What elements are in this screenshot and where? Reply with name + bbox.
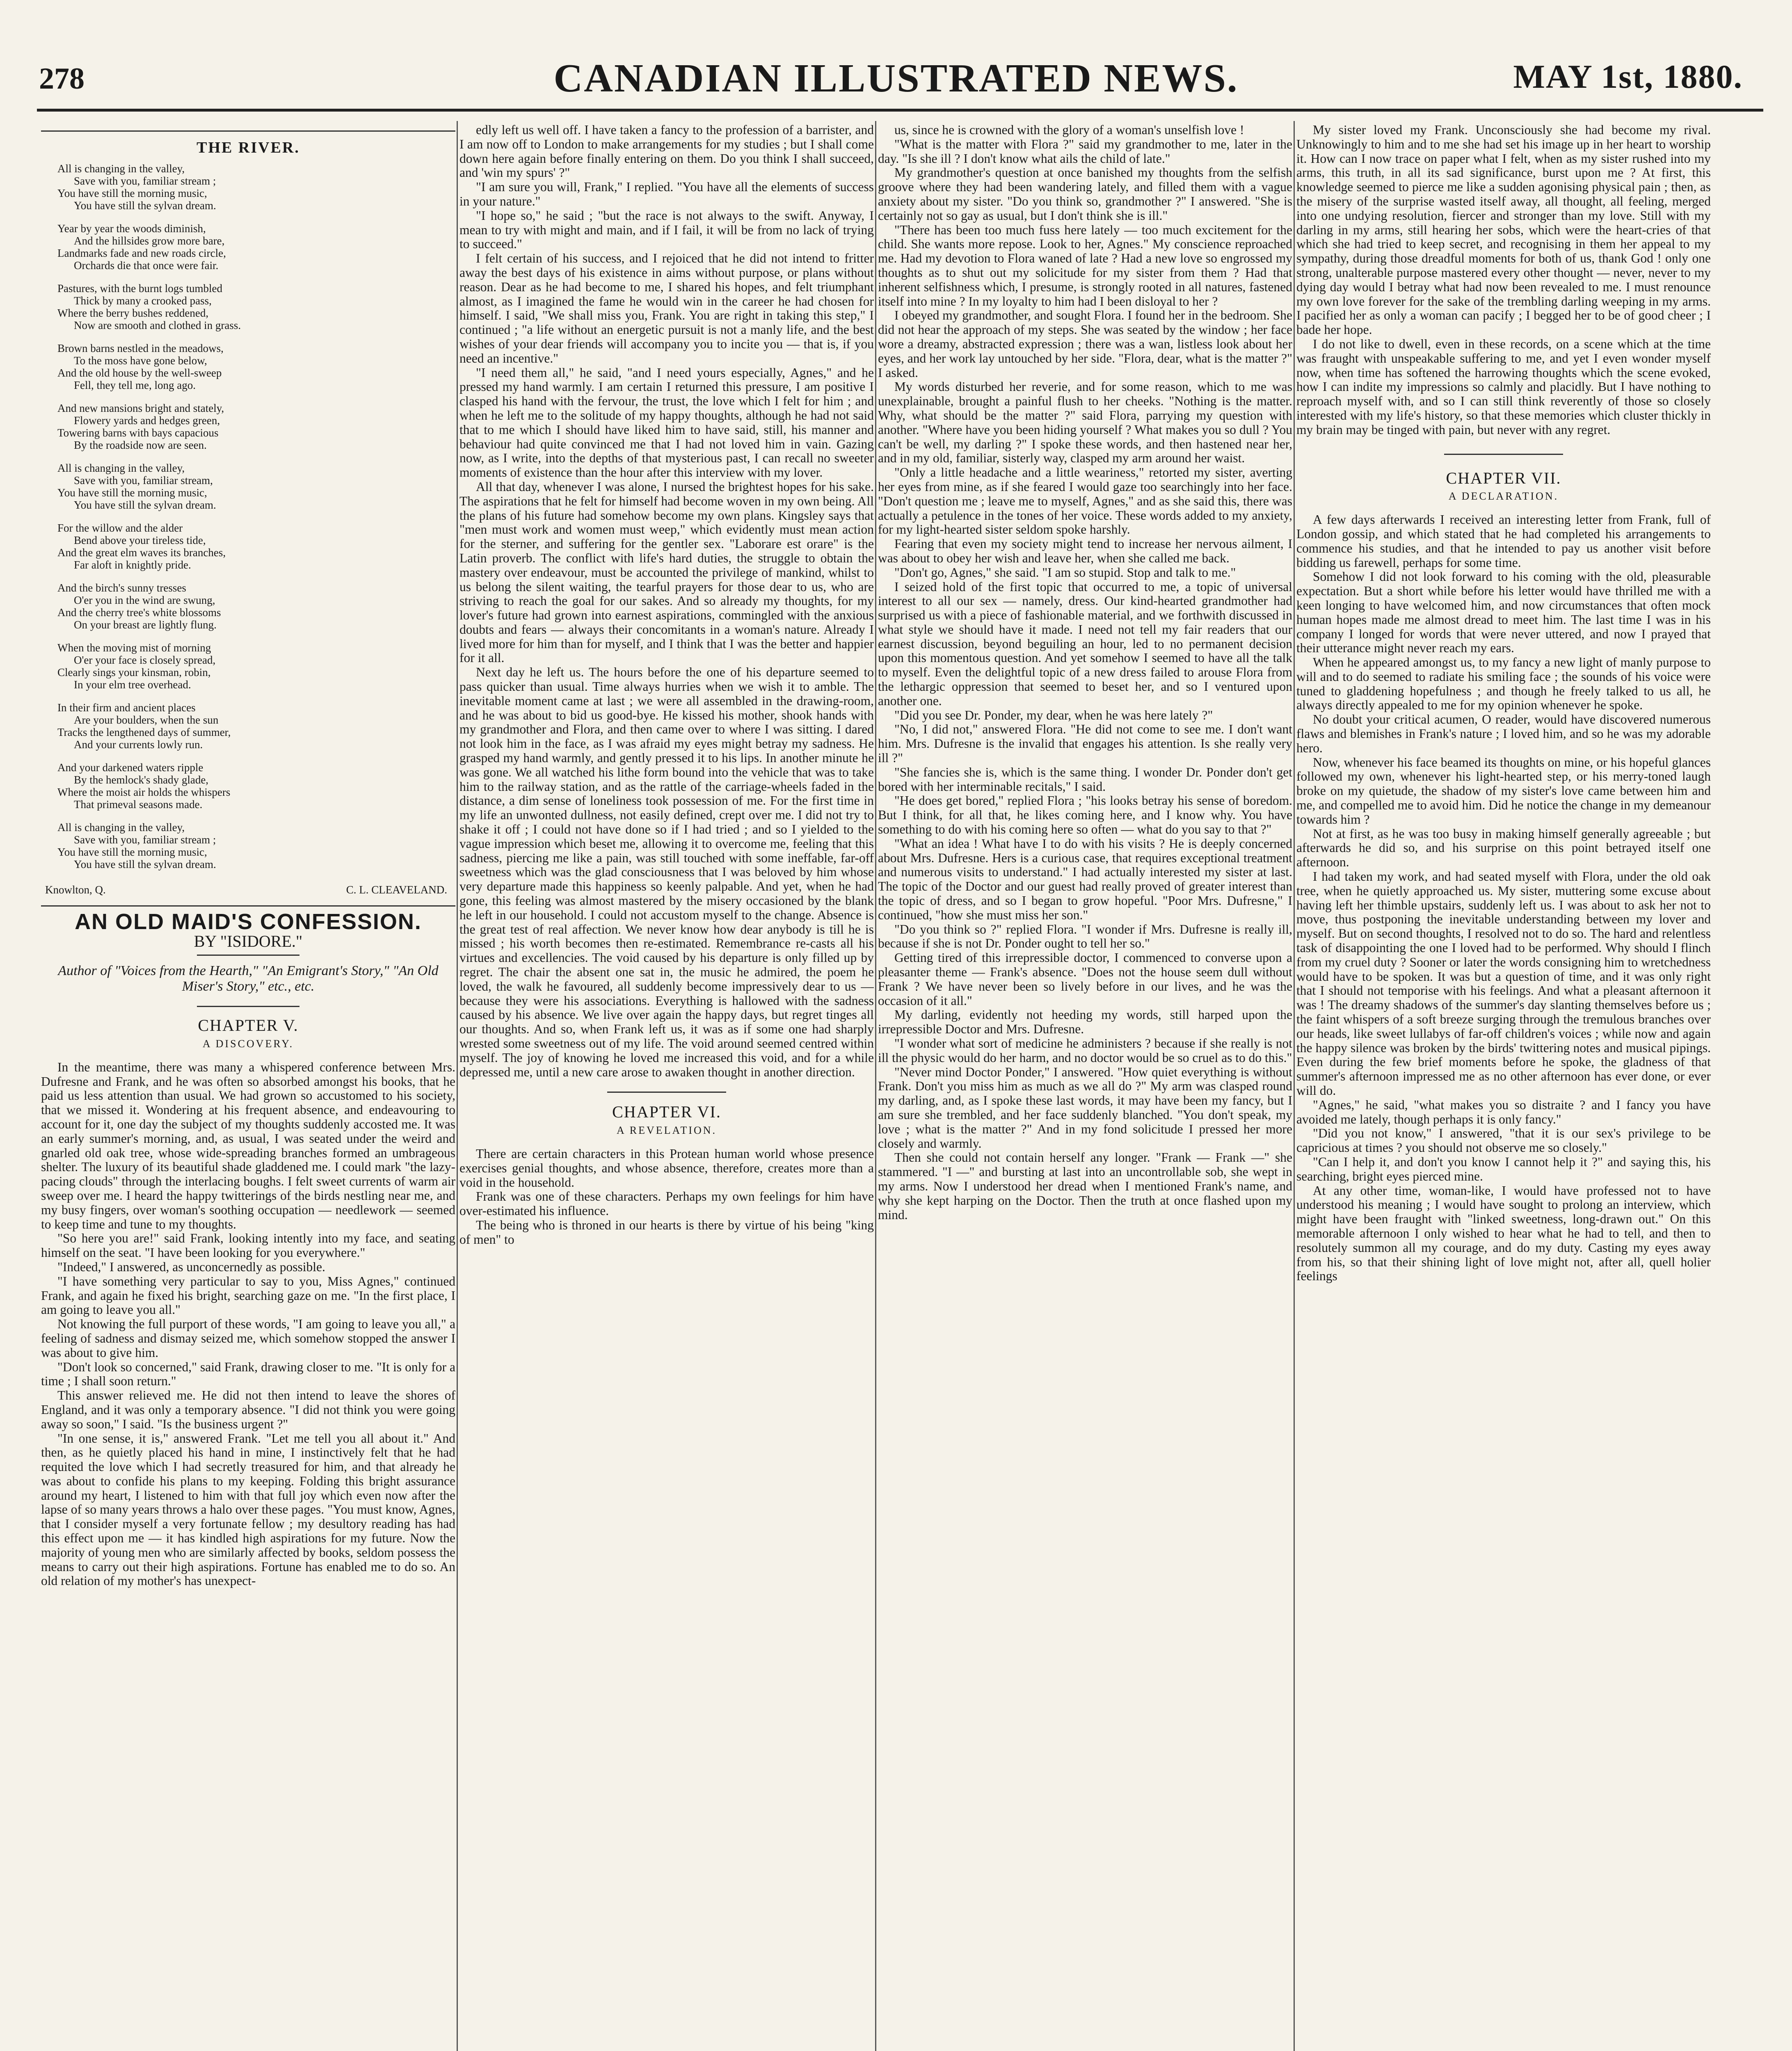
publication-title: CANADIAN ILLUSTRATED NEWS.: [553, 56, 1239, 100]
chapter-6-text-end: [1296, 123, 1711, 437]
issue-date: MAY 1st, 1880.: [1513, 58, 1743, 95]
poem-line: Save with you, familiar stream,: [74, 474, 213, 486]
paragraph: No doubt your critical acumen, O reader, would have discovered numerous flaws and blemishes in Frank's nature ; I loved him, and so he was my adorable hero.: [1296, 712, 1711, 755]
chapter-heading: CHAPTER VII.: [1446, 468, 1561, 487]
poem-line: Flowery yards and hedges green,: [74, 414, 220, 427]
poem-line: On your breast are lightly flung.: [74, 618, 217, 631]
poem-line: O'er you in the wind are swung,: [74, 594, 215, 606]
paragraph: Next day he left us. The hours before the one of his departure seemed to pass quicker than usual. Time always hurries when we wish it to amble. The inevitable moment came at last ; we were all assembled in the drawing-room, and he was about to bid us good-bye. He kissed his mother, shook hands with my grandmother and Flora, and then came over to where I was sitting. I dared not look him in the face, as I was afraid my eyes might betray my sadness. He grasped my hand warmly, and gently pressed it to his lips. In another minute he was gone. We all watched his lithe form bound into the vehicle that was to take him to the railway station, and as the rattle of the carriage-wheels faded in the distance, a dim sense of loneliness took possession of me. For the first time in my life an unwonted dullness, not easily defined, crept over me. I did not try to shake it off ; I could not have done so if I had tried ; and so I yielded to the vague impression which beset me, allowing it to overcome me, feeling that this sadness, piercing me like a pain, was still touched with some ineffable, far-off sweetness which was the glad consciousness that I was beloved by him whose very departure made this happiness so keenly palpable. And yet, when he had gone, this feeling was almost mastered by the misery occasioned by the blank he left in our household. I could not accustom myself to the change. Absence is the great test of real affection. We never know how dear anybody is till he is missed ; his worth becomes then re-estimated. Remembrance re-casts all his virtues and excellencies. The void caused by his departure is only filled up by regret. The chair the absent one sat in, the music he admired, the poem he loved, the walk he favoured, all suddenly become impressively dear to us — because they were his associations. Everything is hallowed with the sadness caused by his absence. We live over again the happy days, but regret tinges all our thoughts. And so, when Frank left us, it was as if some one had sharply wrested some sweetness out of my life. The void around seemed centred within myself. The joy of knowing he loved me increased this void, and for a while depressed me, until a new care arose to awaken thought in another direction.: [459, 665, 874, 1079]
poem-line: You have still the sylvan dream.: [74, 858, 216, 870]
poem-line: Year by year the woods diminish,: [57, 222, 206, 235]
paragraph: "In one sense, it is," answered Frank. "Let me tell you all about it." And then, as he quietly placed his hand in mine, I instinctively felt that he had requited the love which I had secretly treasured for him, and that already he was about to confide his plans to my keeping. Folding this bright assurance around my heart, I listened to him with that full joy which even now after the lapse of so many years throws a halo over these pages. "You must know, Agnes, that I consider myself a very fortunate fellow ; my desultory reading has had this effect upon me — it has kindled high aspirations for my future. Now the majority of young men who are similarly affected by books, seldom possess the means to carry out their high aspirations. Fortune has enabled me to do so. An old relation of my mother's has unexpect-: [41, 1431, 455, 1588]
poem-line: And the cherry tree's white blossoms: [57, 606, 221, 619]
poem-line: Towering barns with bays capacious: [57, 426, 219, 439]
poem-line: By the roadside now are seen.: [74, 439, 207, 451]
paragraph: My words disturbed her reverie, and for some reason, which to me was unexplainable, brought a painful flush to her cheeks. "Nothing is the matter. Why, what should be the matter ?" said Flora, parrying my question with another. "Where have you been hiding yourself ? What makes you so dull ? You can't be well, my darling ?" I spoke these words, and then hastened near her, and in my old, familiar, sisterly way, clasped my arm around her waist.: [878, 379, 1292, 466]
paragraph: A few days afterwards I received an interesting letter from Frank, full of London gossip, and which stated that he had completed his arrangements to commence his studies, and that he intended to pay us another visit before bidding us farewell, perhaps for some time.: [1296, 512, 1711, 570]
paragraph: I obeyed my grandmother, and sought Flora. I found her in the bedroom. She did not hear the approach of my steps. She was seated by the window ; her face wore a dreamy, abstracted expression ; there was a wan, listless look about her eyes, and her work lay untouched by her side. "Flora, dear, what is the matter ?" I asked.: [878, 308, 1292, 380]
paragraph: "Don't go, Agnes," she said. "I am so stupid. Stop and talk to me.": [894, 565, 1236, 580]
chapter-heading: CHAPTER V.: [198, 1016, 299, 1035]
poem-stanza: [41, 282, 455, 331]
paragraph: "What is the matter with Flora ?" said my grandmother to me, later in the day. "Is she ill ? I don't know what ails the child of late.": [878, 137, 1292, 166]
poem-line: Thick by many a crooked pass,: [74, 294, 212, 307]
poem-line: In your elm tree overhead.: [74, 678, 191, 691]
paragraph: The being who is throned in our hearts is there by virtue of his being "king of men" to: [459, 1217, 874, 1247]
page-header: [0, 0, 1792, 123]
paragraph: "No, I did not," answered Flora. "He did not come to see me. I don't want him. Mrs. Dufresne is the invalid that engages his attention. Is she really very ill ?": [878, 722, 1292, 765]
column-2: [459, 123, 874, 2051]
paragraph: "I have something very particular to say to you, Miss Agnes," continued Frank, and again he fixed his bright, searching gaze on me. "In the first place, I am going to leave you all.": [41, 1274, 455, 1317]
poem-line: And the hillsides grow more bare,: [74, 234, 225, 247]
poem-stanza: [41, 402, 455, 451]
paragraph: "Only a little headache and a little weariness," retorted my sister, averting her eyes from mine, as if she feared I would gaze too searchingly into her face. "Don't question me ; leave me to myself, Agnes," and as she said this, there was actually a petulence in the tones of her voice. These words added to my anxiety, for my light-hearted sister seldom spoke harshly.: [878, 465, 1292, 537]
paragraph: "I hope so," he said ; "but the race is not always to the swift. Anyway, I mean to try with might and main, and if I fail, it will be from no lack of trying to succeed.": [459, 208, 874, 251]
paragraph: "What an idea ! What have I to do with his visits ? He is deeply concerned about Mrs. Dufresne. Hers is a curious case, that requires exceptional treatment and numerous visits to understand." I had actually interested my sister at last. The topic of the Doctor and our guest had really proved of greater interest than the topic of dress, and so I began to grow hopeful. "Poor Mrs. Dufresne," I continued, "how she must miss her son.": [878, 836, 1292, 922]
poem-stanza: [41, 462, 455, 511]
paragraph: Fearing that even my society might tend to increase her nervous ailment, I was about to obey her wish and leave her, when she called me back.: [878, 537, 1292, 565]
poem-line: O'er your face is closely spread,: [74, 653, 216, 666]
poem-line: All is changing in the valley,: [57, 821, 185, 834]
poem-line: All is changing in the valley,: [57, 461, 185, 474]
column-divider: [1294, 121, 1295, 2051]
paragraph: "I need them all," he said, "and I need yours especially, Agnes," and he pressed my hand warmly. I am certain I returned this pressure, I am positive I clasped his hand with the fervour, the trust, the love which I felt for him ; and when he left me to the solitude of my happy thoughts, although he had not said that to me which I should have liked him to have said, still, his manner and behaviour had quite convinced me that I had not loved him in vain. Gazing now, as I write, into the depths of that mysterious past, I can recall no sweeter moments of existence than the hour after this interview with my lover.: [459, 365, 874, 480]
chapter-subtitle: A DISCOVERY.: [202, 1037, 294, 1050]
chapter-5-text: [41, 1060, 455, 1588]
byline-rule: [197, 1006, 299, 1007]
column-divider: [875, 121, 876, 2051]
poem-line: Orchards die that once were fair.: [74, 259, 219, 272]
column-divider: [457, 121, 458, 2051]
paragraph: "Did you see Dr. Ponder, my dear, when he was here lately ?": [894, 708, 1213, 722]
paragraph: "Did you not know," I answered, "that it is our sex's privilege to be capricious at times ? you should not observe me so closely.": [1296, 1126, 1711, 1155]
paragraph: Not at first, as he was too busy in making himself generally agreeable ; but afterwards he did so, and his surprise on this point betrayed itself one afternoon.: [1296, 826, 1711, 870]
poem-line: You have still the morning music,: [57, 187, 207, 199]
poem-line: Landmarks fade and new roads circle,: [57, 247, 226, 259]
poem-line: You have still the morning music,: [57, 845, 207, 858]
story-byline: BY "ISIDORE.": [194, 932, 303, 951]
poem-title: THE RIVER.: [197, 139, 300, 156]
poem-line: And new mansions bright and stately,: [57, 402, 224, 414]
paragraph: "There has been too much fuss here lately — too much excitement for the child. She wants more repose. Look to her, Agnes." My conscience reproached me. Had my devotion to Flora waned of late ? Had a new love so engrossed my thoughts as to shut out my solicitude for my sister from them ? Had that inherent selfishness which, I presume, is strongly rooted in all natures, fastened itself into mine ? In my loyalty to him had I been disloyal to her ?: [878, 222, 1292, 308]
chapter-6-text-cont: [878, 123, 1292, 1222]
poem-stanza: [41, 342, 455, 391]
poem-line: You have still the sylvan dream.: [74, 199, 216, 212]
poem-line: Fell, they tell me, long ago.: [74, 379, 196, 391]
poem-line: Save with you, familiar stream ;: [74, 833, 216, 846]
chapter-6-text: [459, 1147, 874, 1247]
paragraph: There are certain characters in this Protean human world whose presence exercises genial thoughts, and whose absence, therefore, creates more than a void in the household.: [459, 1146, 874, 1190]
paragraph: "He does get bored," replied Flora ; "his looks betray his sense of boredom. But I think, for all that, he likes coming here, and I know why. You have something to do with his coming here so often — what do you say to that ?": [878, 793, 1292, 837]
poem-line: Where the moist air holds the whispers: [57, 786, 231, 798]
column-4: [1296, 123, 1711, 2051]
chapter-5-text-cont: [459, 123, 874, 1079]
poem-line: And your currents lowly run.: [74, 738, 203, 751]
poem-signature: [45, 883, 447, 897]
paragraph: Somehow I did not look forward to his coming with the old, pleasurable expectation. But a short while before his letter would have thrilled me with a keen longing to have welcomed him, and now circumstances that often mock human hopes made me almost dread to meet him. The last time I was in his company I longed for words that were never uttered, and now I prayed that their utterance might never reach my ears.: [1296, 569, 1711, 655]
poem-line: And the old house by the well-sweep: [57, 366, 222, 379]
paragraph: "Indeed," I answered, as unconcernedly as possible.: [57, 1259, 325, 1274]
poem-line: For the willow and the alder: [57, 521, 183, 534]
paragraph: I felt certain of his success, and I rejoiced that he did not intend to fritter away the best days of his existence in aims without purpose, or plans without reason. Dear as he had become to me, I shared his hopes, and felt triumphant almost, as I imagined the fame he would win in the career he had chosen for himself. I said, "We shall miss you, Frank. You are right in taking this step," I continued ; "a life without an energetic pursuit is not a manly life, and the best wishes of your dear friends will accompany you to incite you — that is, if you need an incentive.": [459, 251, 874, 365]
chapter-subtitle: A DECLARATION.: [1448, 490, 1559, 502]
section-rule: [41, 130, 455, 132]
paragraph: I seized hold of the first topic that occurred to me, a topic of universal interest to all our sex — namely, dress. Our kind-hearted grandmother had surprised us with a piece of fashionable material, and we forthwith discussed in what style we should have it made. I need not tell my fair readers that our earnest discussion, beyond beguiling an hour, led to no permanent decision upon this momentous question. And yet somehow I seemed to have all the talk to myself. Even the delightful topic of a new dress failed to arouse Flora from the lethargic oppression that seemed to beset her, and so I ventured upon another one.: [878, 579, 1292, 708]
story-title: AN OLD MAID'S CONFESSION.: [75, 909, 422, 934]
poem-stanza: [41, 522, 455, 571]
poem-author: C. L. CLEAVELAND.: [346, 883, 447, 896]
paragraph: Then she could not contain herself any longer. "Frank — Frank —" she stammered. "I —" and bursting at last into an uncontrollable sob, she wept in my arms. Now I understood her dread when I mentioned Frank's name, and why she kept harping on the Doctor. Then the truth at once flashed upon my mind.: [878, 1150, 1292, 1222]
poem-stanza: [41, 162, 455, 212]
chapter-heading: CHAPTER VI.: [612, 1103, 721, 1121]
poem-line: Are your boulders, when the sun: [74, 713, 219, 726]
poem-stanza: [41, 582, 455, 631]
poem-line: By the hemlock's shady glade,: [74, 773, 209, 786]
column-3: [878, 123, 1292, 2051]
paragraph: I had taken my work, and had seated myself with Flora, under the old oak tree, when he quietly approached us. My sister, muttering some excuse about having left her thimble upstairs, suddenly left us. I was about to ask her not to move, thus postponing the inevitable understanding between my lover and myself. But on second thoughts, I resolved not to do so. The hard and relentless task of disappointing the one I loved had to be performed. Why should I flinch from my cruel duty ? Sooner or later the words consigning him to wretchedness would have to be spoken. It was but a question of time, and it was only right that I should not temporise with his feelings. And what a pleasant afternoon it was ! The dreamy shadows of the summer's day slanting themselves before us ; the faint whispers of a soft breeze surging through the tremulous branches over our heads, like sweet lullabys of far-off children's voices ; while now and again the happy silence was broken by the birds' twittering notes and musical pipings. Even during the few brief moments before he spoke, the gladness of that summer's afternoon impressed me as no other afternoon has ever done, or ever will do.: [1296, 869, 1711, 1098]
paragraph: My grandmother's question at once banished my thoughts from the selfish groove where they had been wandering lately, and filled them with a vague anxiety about my sister. "Do you think so, grandmother ?" I answered. "She is certainly not so gay as usual, but I don't think she is ill.": [878, 165, 1292, 223]
poem-line: Tracks the lengthened days of summer,: [57, 726, 231, 738]
poem-stanza: [41, 761, 455, 811]
poem-line: Now are smooth and clothed in grass.: [74, 319, 241, 331]
poem-line: Save with you, familiar stream ;: [74, 174, 216, 187]
poem-line: Brown barns nestled in the meadows,: [57, 342, 224, 354]
poem-line: You have still the sylvan dream.: [74, 498, 216, 511]
paragraph: "Agnes," he said, "what makes you so distraite ? and I fancy you have avoided me lately, though perhaps it is only fancy.": [1296, 1097, 1711, 1126]
header-rule: [37, 109, 1763, 112]
paragraph: "She fancies she is, which is the same thing. I wonder Dr. Ponder don't get bored with her interminable recitals," I said.: [878, 765, 1292, 794]
paragraph: "I wonder what sort of medicine he administers ? because if she really is not ill the physic would do her harm, and no doctor would be so cruel as to do this.": [878, 1036, 1292, 1065]
paragraph: Getting tired of this irrepressible doctor, I commenced to converse upon a pleasanter theme — Frank's absence. "Does not the house seem dull without Frank ? We have never been so lively before in our lives, and he was the occasion of it all.": [878, 950, 1292, 1008]
paragraph: "So here you are!" said Frank, looking intently into my face, and seating himself on the seat. "I have been looking for you everywhere.": [41, 1231, 455, 1260]
byline-rule: [197, 955, 299, 956]
poem-stanza: [41, 821, 455, 870]
poem-line: To the moss have gone below,: [74, 354, 207, 367]
paragraph: Frank was one of these characters. Perhaps my own feelings for him have over-estimated his influence.: [459, 1189, 874, 1218]
poem-line: And your darkened waters ripple: [57, 761, 203, 774]
paragraph: "Do you think so ?" replied Flora. "I wonder if Mrs. Dufresne is really ill, because if she is not Dr. Ponder ought to tell her so.": [878, 922, 1292, 951]
chapter-rule: [1444, 454, 1563, 455]
poem-line: That primeval seasons made.: [74, 798, 203, 811]
paragraph: My darling, evidently not heeding my words, still harped upon the irrepressible Doctor and Mrs. Dufresne.: [878, 1007, 1292, 1037]
paragraph: edly left us well off. I have taken a fancy to the profession of a barrister, and I am now off to London to make arrangements for my studies ; but I shall come down here again before finally entering on them. Do you think I shall succeed, and 'win my spurs' ?": [459, 123, 874, 180]
paragraph: "Can I help it, and don't you know I cannot help it ?" and saying this, his searching, bright eyes pierced mine.: [1296, 1154, 1711, 1183]
poem-line: Bend above your tireless tide,: [74, 534, 206, 546]
chapter-rule: [607, 1092, 726, 1093]
chapter-7-text: [1296, 513, 1711, 1284]
paragraph: Not knowing the full purport of these words, "I am going to leave you all," a feeling of sadness and dismay seized me, which somehow stopped the answer I was about to give him.: [41, 1317, 455, 1360]
poem-line: Clearly sings your kinsman, robin,: [57, 666, 211, 678]
paragraph: Now, whenever his face beamed its thoughts on mine, or his hopeful glances followed my own, whenever his light-hearted step, or his merry-toned laugh broke on my quietude, the shadow of my sister's love came between him and me, and compelled me to avoid him. Did he notice the change in my demeanour towards him ?: [1296, 755, 1711, 827]
poem-place: Knowlton, Q.: [45, 883, 106, 896]
paragraph: "Never mind Doctor Ponder," I answered. "How quiet everything is without Frank. Don't you miss him as much as we all do ?" My arm was clasped round my darling, and, as I spoke these last words, it may have been my fancy, but I am sure she trembled, and her face suddenly blanched. "You don't speak, my love ; what is the matter ?" And in my fond solicitude I pressed her more closely and warmly.: [878, 1064, 1292, 1151]
poem-line: Where the berry bushes reddened,: [57, 306, 209, 319]
column-1: [41, 123, 455, 2051]
poem-line: When the moving mist of morning: [57, 641, 211, 654]
paragraph: "I am sure you will, Frank," I replied. "You have all the elements of success in your nature.": [459, 180, 874, 208]
paragraph: "Don't look so concerned," said Frank, drawing closer to me. "It is only for a time ; I shall soon return.": [41, 1359, 455, 1389]
byline-note: Author of "Voices from the Hearth," "An Emigrant's Story," "An Old Miser's Story," etc., etc.: [58, 963, 439, 994]
section-rule: [41, 905, 455, 907]
paragraph: I do not like to dwell, even in these records, on a scene which at the time was fraught with unspeakable suffering to me, and yet I even wonder myself now, when time has softened the harrowing thoughts which the scene evoked, how I can indite my impressions so calmly and placidly. But I have nothing to reproach myself with, and so I can still think reverently of those so closely interested with my life's history, so that these memories which cluster thickly in my brain may be tinged with pain, but never with any regret.: [1296, 336, 1711, 437]
poem-line: And the birch's sunny tresses: [57, 581, 186, 594]
poem-line: You have still the morning music,: [57, 486, 207, 499]
paragraph: In the meantime, there was many a whispered conference between Mrs. Dufresne and Frank, and he was often so absorbed amongst his books, that he paid us less attention than usual. We had grown so accustomed to his society, that we missed it. Wondering at his frequent absence, and endeavouring to account for it, one day the subject of my thoughts suddenly accosted me. It was an early summer's morning, and, as usual, I was seated under the weird and gnarled old oak tree, whose wide-spreading branches formed an umbrageous shelter. The luxury of its beautiful shade gladdened me. I could mark "the lazy-pacing clouds" through the interlacing boughs. I felt sweet currents of warm air sweep over me. I heard the happy twitterings of the birds nestling near me, and my busy fingers, over woman's soothing occupation — needlework — seemed to keep time and tune to my thoughts.: [41, 1060, 455, 1231]
poem-line: All is changing in the valley,: [57, 162, 185, 175]
page-number: 278: [39, 62, 85, 96]
poem-stanza: [41, 701, 455, 751]
paragraph: My sister loved my Frank. Unconsciously she had become my rival. Unknowingly to him and to me she had set his image up in her heart to worship it. How can I now trace on paper what I felt, when as my sister rushed into my arms, this truth, in all its sad significance, burst upon me ? At first, this knowledge seemed to pierce me like a sudden agonising physical pain ; then, as the misery of the surprise wasted itself away, all thought, all feeling, merged into one undying resolution, fiercer and stronger than my love. Still with my darling in my arms, still hearing her sobs, which were the heart-cries of that which she had tried to keep secret, and recognising in them her appeal to my sympathy, during those dreadful moments for both of us, thank God ! only one strong, unalterable purpose mastered every other thought — never, never to my dying day would I betray what had now been revealed to me. I must renounce my own love forever for the sake of the trembling darling weeping in my arms. I pacified her as only a woman can pacify ; I begged her to be of good cheer ; I bade her hope.: [1296, 123, 1711, 337]
poem-stanza: [41, 642, 455, 691]
paragraph: us, since he is crowned with the glory of a woman's unselfish love !: [894, 123, 1244, 137]
poem-line: Far aloft in knightly pride.: [74, 558, 191, 571]
poem-line: Pastures, with the burnt logs tumbled: [57, 282, 222, 295]
paragraph: This answer relieved me. He did not then intend to leave the shores of England, and it was only a temporary absence. "I did not think you were going away so soon," I said. "Is the business urgent ?": [41, 1388, 455, 1431]
paragraph: At any other time, woman-like, I would have professed not to have understood his meaning ; I would have sought to prolong an interview, which might have been fraught with "linked sweetness, long-drawn out." On this memorable afternoon I only wished to hear what he had to tell, and then to resolutely summon all my courage, and do my duty. Casting my eyes away from his, so that their shining light of love might not, after all, quell holier feelings: [1296, 1183, 1711, 1284]
poem-line: And the great elm waves its branches,: [57, 546, 226, 559]
poem-stanza: [41, 222, 455, 272]
chapter-subtitle: A REVELATION.: [616, 1124, 717, 1137]
poem-body: [41, 162, 455, 870]
poem-line: In their firm and ancient places: [57, 701, 196, 714]
paragraph: All that day, whenever I was alone, I nursed the brightest hopes for his sake. The aspirations that he felt for himself had become woven in my own being. All the plans of his future had somehow become my own plans. Kingsley says that "men must work and women must weep," which evidently must mean action for the sterner, and suffering for the gentler sex. "Laborare est orare" is the Latin proverb. The conflict with life's hard duties, the struggle to obtain the mastery over endeavour, must be accounted the privilege of mankind, whilst to us belong the silent waiting, the tearful prayers for those dear to us, who are striving to reach the goal for our sakes. And so already my thoughts, for my lover's future had grown into earnest aspirations, commingled with the anxious doubts and fears — always their concomitants in a woman's nature. Already I lived more for him than for myself, and I think that I was the better and happier for it all.: [459, 479, 874, 665]
paragraph: When he appeared amongst us, to my fancy a new light of manly purpose to will and to do seemed to radiate his smiling face ; the sounds of his voice were tuned to gladdening hopefulness ; and though he freely talked to us all, he always directly appealed to me for my opinion whenever he spoke.: [1296, 655, 1711, 713]
